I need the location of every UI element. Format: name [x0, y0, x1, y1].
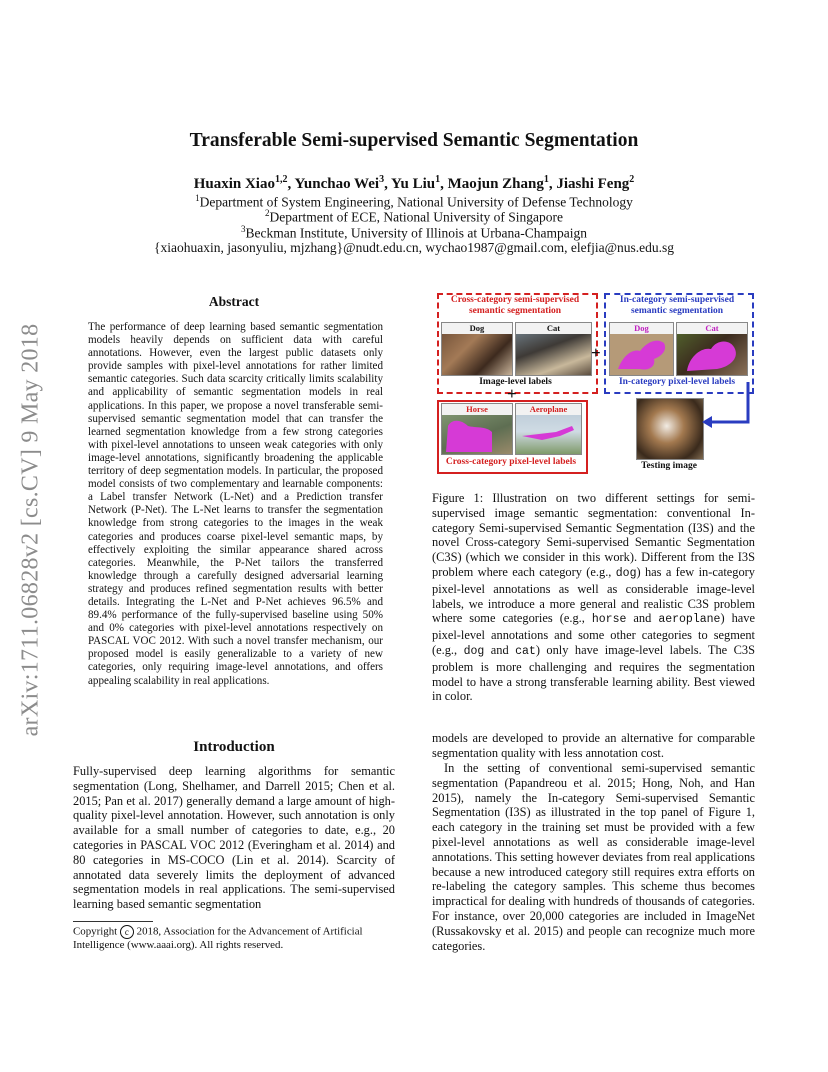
copyright-footnote	[73, 925, 395, 952]
caption-part-2: ) has a few in-category pixel-level annotations as well as considerable image-level labels, we introduce a more general and realistic C3S problem where some categories (e.g.,	[432, 564, 756, 626]
author-name: Jiashi Feng	[556, 176, 630, 192]
author-affil-sup: 1	[435, 174, 441, 185]
author-affil-sup: 1,2	[274, 174, 288, 185]
cat-mask-tag: Cat	[677, 323, 747, 334]
introduction-heading-wrap	[73, 739, 395, 756]
in-category-pixel-caption: In-category pixel-level labels	[607, 377, 747, 388]
footnote-divider	[73, 921, 153, 922]
figure-1-caption	[432, 491, 755, 704]
affil-sup: 2	[264, 208, 270, 218]
affil-sup: 1	[195, 193, 200, 203]
affil-sup: 3	[240, 224, 246, 234]
paper-title: Transferable Semi-supervised Semantic Segmentation	[189, 130, 639, 151]
horse-mask-image	[441, 403, 513, 455]
aeroplane-mask-image	[515, 403, 582, 455]
introduction-heading: Introduction	[193, 739, 275, 755]
introduction-continuation: models are developed to provide an alternative for comparable segmentation quality with less annotation cost.	[432, 731, 755, 760]
author-name: Yu Liu	[391, 176, 436, 192]
dog-mask-shape	[610, 323, 673, 375]
in-category-title: In-category semi-supervised semantic segmentation	[607, 295, 747, 317]
arxiv-side-stamp	[15, 300, 47, 760]
caption-code-dog-2: dog	[463, 644, 485, 658]
introduction-paragraph-1: Fully-supervised deep learning algorithms for semantic segmentation (Long, Shelhamer, and Darrell 2015; Chen et al. 2015; Pan et al. 2017) generally demand a large amount of high-quality pixel-level annotation. However, such annotation is only available for a small number of categories to date, e.g., 20 categories in PASCAL VOC 2012 (Everingham et al. 2014) and 80 categories in MS-COCO (Lin et al. 2014). Scarcity of annotated data severely limits the deployment of advanced segmentation models in real applications. The semi-supervised learning based semantic segmentation	[73, 764, 395, 912]
caption-part-5: and	[484, 642, 516, 657]
affiliation-3	[0, 224, 828, 242]
copyright-text: 2018, Association for the Advancement of Artificial Intelligence (www.aaai.org). All rights reserved.	[73, 925, 363, 951]
caption-part-1: Figure 1: Illustration on two different settings for semi-supervised image semantic segmentation: conventional In-category Semi-supervised Semantic Segmentation (I3S) and the novel Cross-category Semi-supervised Semantic Segmentation (C3S) (which we consider in this work). Different from the I3S problem where each category (e.g.,	[432, 491, 755, 579]
caption-code-aeroplane: aeroplane	[658, 613, 721, 627]
author-list: Huaxin Xiao$^{1,2}$, Yunchao Wei$^3$, Yu Liu$^1$, Maojun Zhang$^1$, Jiashi Feng$^2$	[193, 174, 635, 192]
testing-image	[636, 398, 704, 460]
caption-code-horse: horse	[591, 613, 627, 627]
cat-image	[515, 322, 592, 376]
dog-image	[441, 322, 513, 376]
author-name: Yunchao Wei	[294, 176, 380, 192]
plus-sign: +	[591, 343, 601, 362]
author-affil-sup: 1	[543, 174, 549, 185]
cat-tag: Cat	[516, 323, 591, 334]
dog-tag: Dog	[442, 323, 512, 334]
cat-mask-shape	[677, 323, 747, 375]
aeroplane-mask-shape	[516, 404, 581, 454]
copyright-prefix: Copyright	[73, 925, 120, 938]
cat-mask-image	[676, 322, 748, 376]
author-affil-sup: 2	[629, 174, 635, 185]
horse-tag: Horse	[442, 404, 512, 415]
author-emails: {xiaohuaxin, jasonyuliu, mjzhang}@nudt.edu.cn, wychao1987@gmail.com, elefjia@nus.edu.sg	[153, 240, 675, 255]
abstract-heading-wrap	[73, 294, 395, 310]
aeroplane-tag: Aeroplane	[516, 404, 581, 415]
caption-part-4: ) have pixel-level annotations and some other categories to segment (e.g.,	[432, 611, 755, 657]
cross-category-title: Cross-category semi-supervised semantic segmentation	[440, 295, 590, 317]
affil-text: Department of System Engineering, National University of Defense Technology	[199, 194, 633, 210]
affil-text: Beckman Institute, University of Illinois at Urbana-Champaign	[245, 225, 588, 241]
dog-mask-tag: Dog	[610, 323, 673, 334]
author-name: Huaxin Xiao	[193, 176, 275, 192]
plus-sign-lower: +	[507, 384, 517, 403]
testing-image-caption: Testing image	[641, 461, 697, 471]
introduction-paragraph-2: In the setting of conventional semi-supervised semantic segmentation (Papandreou et al. 2015; Hong, Noh, and Han 2015), namely the In-category Semi-supervised Semantic Segmentation (I3S) as illustrated in the top panel of Figure 1, each category in the training set must be provided with a few pixel-level annotations as well as considerable image-level annotations. This setting however deviates from real applications because a new introduced category still requires extra efforts on re-labeling the category samples. This scheme thus becomes impractical for dealing with hundreds of thousands of categories. For instance, over 20,000 categories are included in ImageNet (Russakovsky et al. 2015) and people can recognize much more categories.	[432, 761, 755, 953]
author-name: Maojun Zhang	[447, 176, 544, 192]
dog-mask-image	[609, 322, 674, 376]
caption-code-cat: cat	[515, 644, 536, 658]
arrow-to-testing-icon	[700, 380, 752, 430]
caption-part-6: ) only have image-level labels. The C3S problem is more challenging and requires the segmentation model to have a strong transferable learning ability. Best viewed in color.	[432, 642, 755, 704]
cross-category-pixel-caption: Cross-category pixel-level labels	[441, 457, 581, 468]
author-affil-sup: 3	[379, 174, 385, 185]
affil-text: Department of ECE, National University of Singapore	[269, 209, 564, 225]
arxiv-identifier: arXiv:1711.06828v2 [cs.CV] 9 May 2018	[17, 323, 44, 737]
image-level-labels-caption: Image-level labels	[479, 377, 552, 387]
caption-code-dog: dog	[615, 566, 637, 580]
affiliation-2	[0, 208, 828, 226]
copyright-symbol: c	[120, 925, 134, 939]
caption-part-3: and	[626, 611, 659, 626]
abstract-text: The performance of deep learning based semantic segmentation models heavily depends on sufficient data with careful annotations. However, even the largest public datasets only provide samples with pixel-level annotations for rather limited semantic categories. Such data scarcity critically limits scalability and applicability of semantic segmentation models in real applications. In this paper, we propose a novel transferable semi-supervised semantic segmentation model that can transfer the learned segmentation knowledge from a few strong categories with pixel-level annotations to unseen weak categories with only image-level annotations, significantly broadening the applicable territory of deep segmentation models. In particular, the proposed model consists of two complementary and learnable components: a Label transfer Network (L-Net) and a Prediction transfer Network (P-Net). The L-Net learns to transfer the segmentation knowledge from strong categories to the images in the weak categories and produces coarse pixel-level semantic maps, by effectively exploiting the similar appearance shared across categories. Meanwhile, the P-Net tailors the transferred knowledge through a carefully designed adversarial learning strategy and produces refined segmentation results with better details. Integrating the L-Net and P-Net achieves 96.5% and 89.4% performance of the fully-supervised baseline using 50% and 0% categories with pixel-level annotations respectively on PASCAL VOC 2012. With such a novel transfer mechanism, our proposed model is easily generalizable to a variety of new categories, only requiring image-level annotations, and offers appealing scalability in real applications.	[88, 321, 383, 687]
abstract-heading: Abstract	[208, 294, 260, 309]
horse-mask-shape	[442, 404, 512, 454]
